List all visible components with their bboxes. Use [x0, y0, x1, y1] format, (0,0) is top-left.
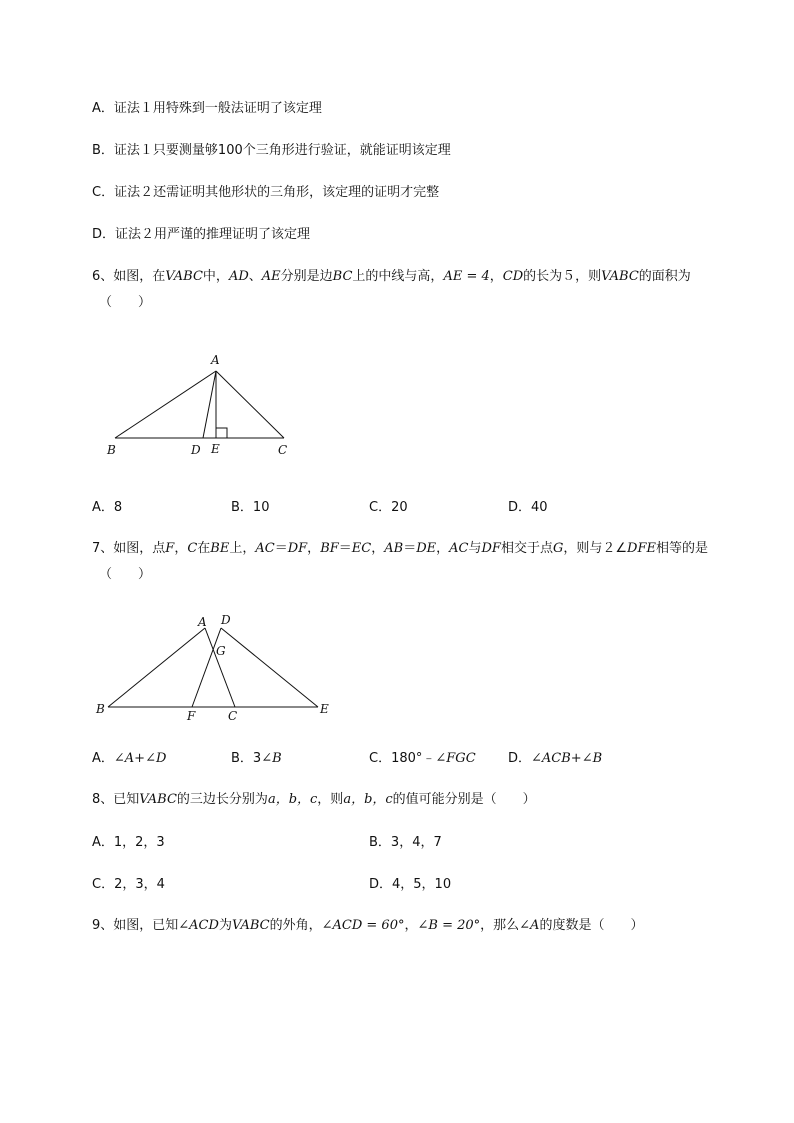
q8-stem: 8、已知VABC的三边长分别为a，b，c，则a，b，c的值可能分别是（ ） — [92, 792, 536, 807]
q6-paren: （ ） — [99, 295, 152, 310]
q7-label-f: F — [187, 709, 196, 723]
q5-option-d: D．证法２用严谨的推理证明了该定理 — [92, 227, 311, 242]
q9-stem: 9、如图，已知∠ACD为VABC的外角，∠ACD = 60°，∠B = 20°，那么∠A的度数是（ ） — [92, 918, 644, 933]
q7-option-a: A．∠A+∠D — [92, 751, 167, 766]
q6-right-angle-mark — [216, 428, 227, 438]
q5-option-a: A．证法１用特殊到一般法证明了该定理 — [92, 101, 322, 116]
q7-label-d: D — [221, 613, 231, 627]
q6-stem: 6、如图，在VABC中，AD、AE分别是边BC上的中线与高，AE = 4，CD的长为５，则VABC的面积为 — [92, 269, 691, 284]
q6-label-d: D — [191, 443, 201, 457]
q7-side-ac — [205, 628, 235, 707]
q8-option-c: C．2，3，4 — [92, 877, 165, 892]
q6-side-ab — [115, 371, 216, 438]
q7-label-e: E — [320, 702, 329, 716]
q6-label-a: A — [211, 353, 220, 367]
q7-option-b: B．3∠B — [231, 751, 282, 766]
q6-median-ad — [203, 371, 216, 438]
q6-option-b: B．10 — [231, 500, 270, 515]
q7-label-a: A — [198, 615, 207, 629]
q5-option-c: C．证法２还需证明其他形状的三角形，该定理的证明才完整 — [92, 185, 440, 200]
q6-option-a: A．8 — [92, 500, 123, 515]
q7-label-b: B — [96, 702, 105, 716]
q7-label-c: C — [228, 709, 238, 723]
q6-option-c: C．20 — [369, 500, 408, 515]
q6-label-c: C — [278, 443, 288, 457]
q8-option-b: B．3，4，7 — [369, 835, 442, 850]
q7-side-df — [192, 628, 221, 707]
q7-label-g: G — [216, 644, 226, 658]
q8-option-d: D．4，5，10 — [369, 877, 452, 892]
q6-label-b: B — [107, 443, 116, 457]
q7-side-ab — [108, 628, 205, 707]
q7-side-de — [221, 628, 318, 707]
q6-option-d: D．40 — [508, 500, 548, 515]
q7-stem: 7、如图，点F，C在BE上，AC＝DF，BF＝EC，AB＝DE，AC与DF相交于点G，则与２∠DFE相等的是 — [92, 541, 708, 556]
q7-option-c: C．180°﹣∠FGC — [369, 751, 476, 766]
q7-paren: （ ） — [99, 567, 152, 582]
q5-option-b: B．证法１只要测量够100个三角形进行验证，就能证明该定理 — [92, 143, 451, 158]
q6-label-e: E — [211, 442, 220, 456]
q8-option-a: A．1，2，3 — [92, 835, 165, 850]
q7-option-d: D．∠ACB+∠B — [508, 751, 603, 766]
